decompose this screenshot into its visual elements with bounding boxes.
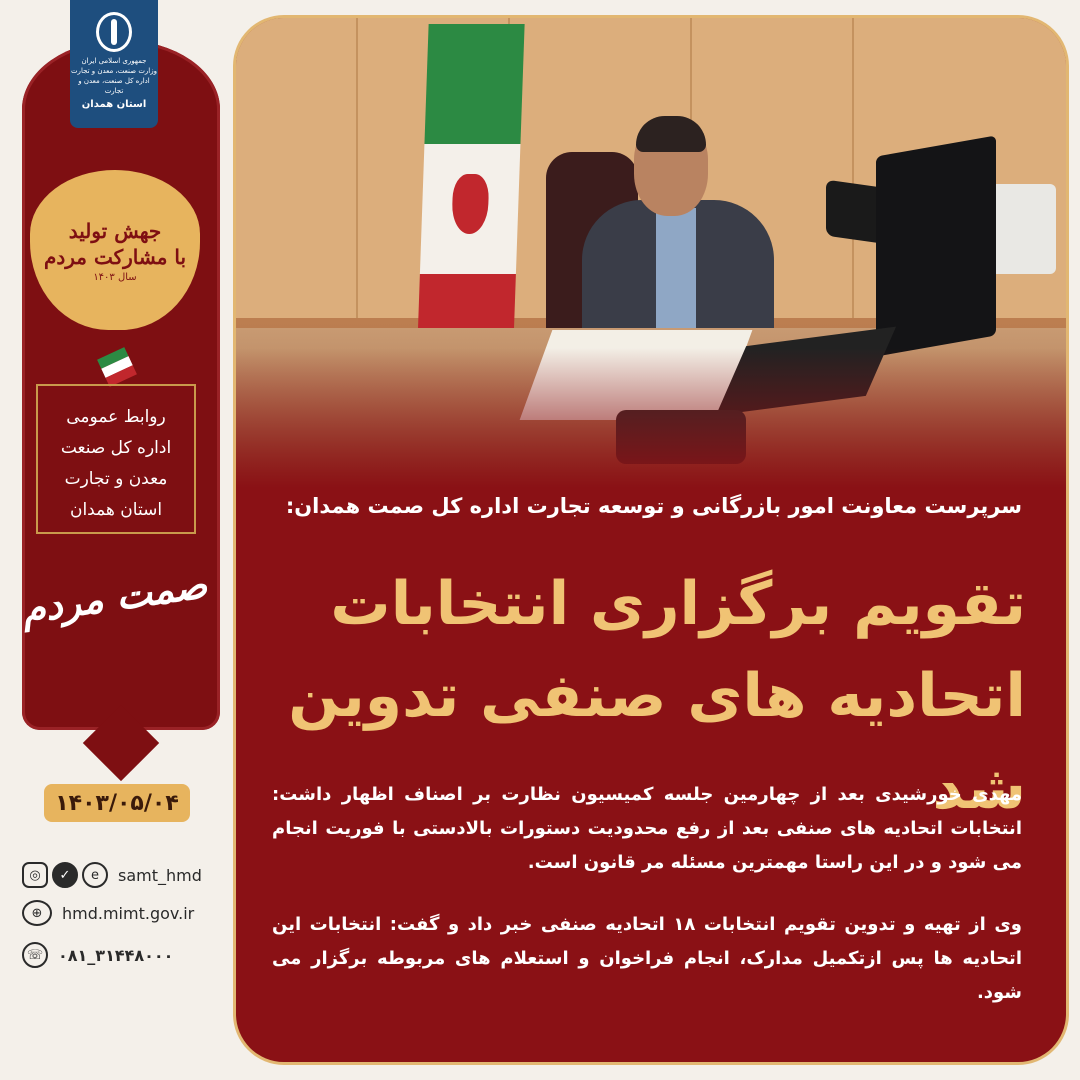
gov-logo-line: اداره کل صنعت، معدن و تجارت xyxy=(78,77,150,95)
monitor-image xyxy=(876,135,996,356)
gov-logo-line: جمهوری اسلامی ایران xyxy=(81,57,147,65)
headline-line-1: تقویم برگزاری انتخابات xyxy=(330,569,1026,639)
website-link[interactable]: hmd.mimt.gov.ir xyxy=(62,903,195,923)
pr-line: استان همدان xyxy=(69,500,163,520)
sidebar xyxy=(0,0,232,1080)
government-logo xyxy=(70,0,158,128)
instagram-icon[interactable]: ◎ xyxy=(22,862,48,888)
slogan-line: جهش تولید xyxy=(68,218,162,243)
news-photo xyxy=(236,18,1066,488)
headline-line-2: اتحادیه های صنفی تدوین شد xyxy=(288,661,1026,823)
pr-line: معدن و تجارت xyxy=(64,469,168,489)
phone-number[interactable]: ۰۸۱_۳۱۴۴۸۰۰۰ xyxy=(58,945,174,965)
phone-row[interactable] xyxy=(22,940,173,970)
public-relations-box xyxy=(36,384,196,534)
gov-logo-line: استان همدان xyxy=(81,99,147,110)
pr-line: اداره کل صنعت xyxy=(60,438,172,458)
article-subtitle: سرپرست معاونت امور بازرگانی و توسعه تجارت اداره کل صمت همدان: xyxy=(285,494,1022,518)
date-badge: ۱۴۰۳/۰۵/۰۴ xyxy=(44,784,190,822)
brand-script: صمت مردم xyxy=(18,561,210,632)
slogan-line: با مشارکت مردم xyxy=(43,244,187,269)
social-handle-row[interactable] xyxy=(22,860,202,890)
globe-icon: ⊕ xyxy=(22,900,52,926)
year-slogan-badge xyxy=(30,170,200,330)
iran-emblem-icon xyxy=(96,12,132,52)
pr-line: روابط عمومی xyxy=(66,407,166,427)
news-panel xyxy=(236,18,1066,1062)
telegram-icon[interactable]: ✓ xyxy=(52,862,78,888)
article-paragraph-2: وی از تهیه و تدوین تقویم انتخابات ۱۸ اتحادیه صنفی خبر داد و گفت: انتخابات این اتحادیه ها پس ازتکمیل مدارک، انجام فراخوان و استعلام های مربوطه برگزار می شود. xyxy=(272,914,1023,1003)
gov-logo-line: وزارت صنعت، معدن و تجارت xyxy=(70,67,158,75)
website-row[interactable] xyxy=(22,898,194,928)
article-paragraph-1: مهدی خورشیدی بعد از چهارمین جلسه کمیسیون نظارت بر اصناف اظهار داشت: انتخابات اتحادیه های صنفی بعد از رفع محدودیت دستورات بالادستی با فوریت انجام می شود و در این راستا مهمترین مسئله مر قانون است. xyxy=(272,784,1022,873)
eitaa-icon[interactable]: e xyxy=(82,862,108,888)
phone-icon: ☏ xyxy=(22,942,48,968)
slogan-year: سال ۱۴۰۳ xyxy=(93,271,137,283)
social-handle[interactable]: samt_hmd xyxy=(118,865,202,885)
